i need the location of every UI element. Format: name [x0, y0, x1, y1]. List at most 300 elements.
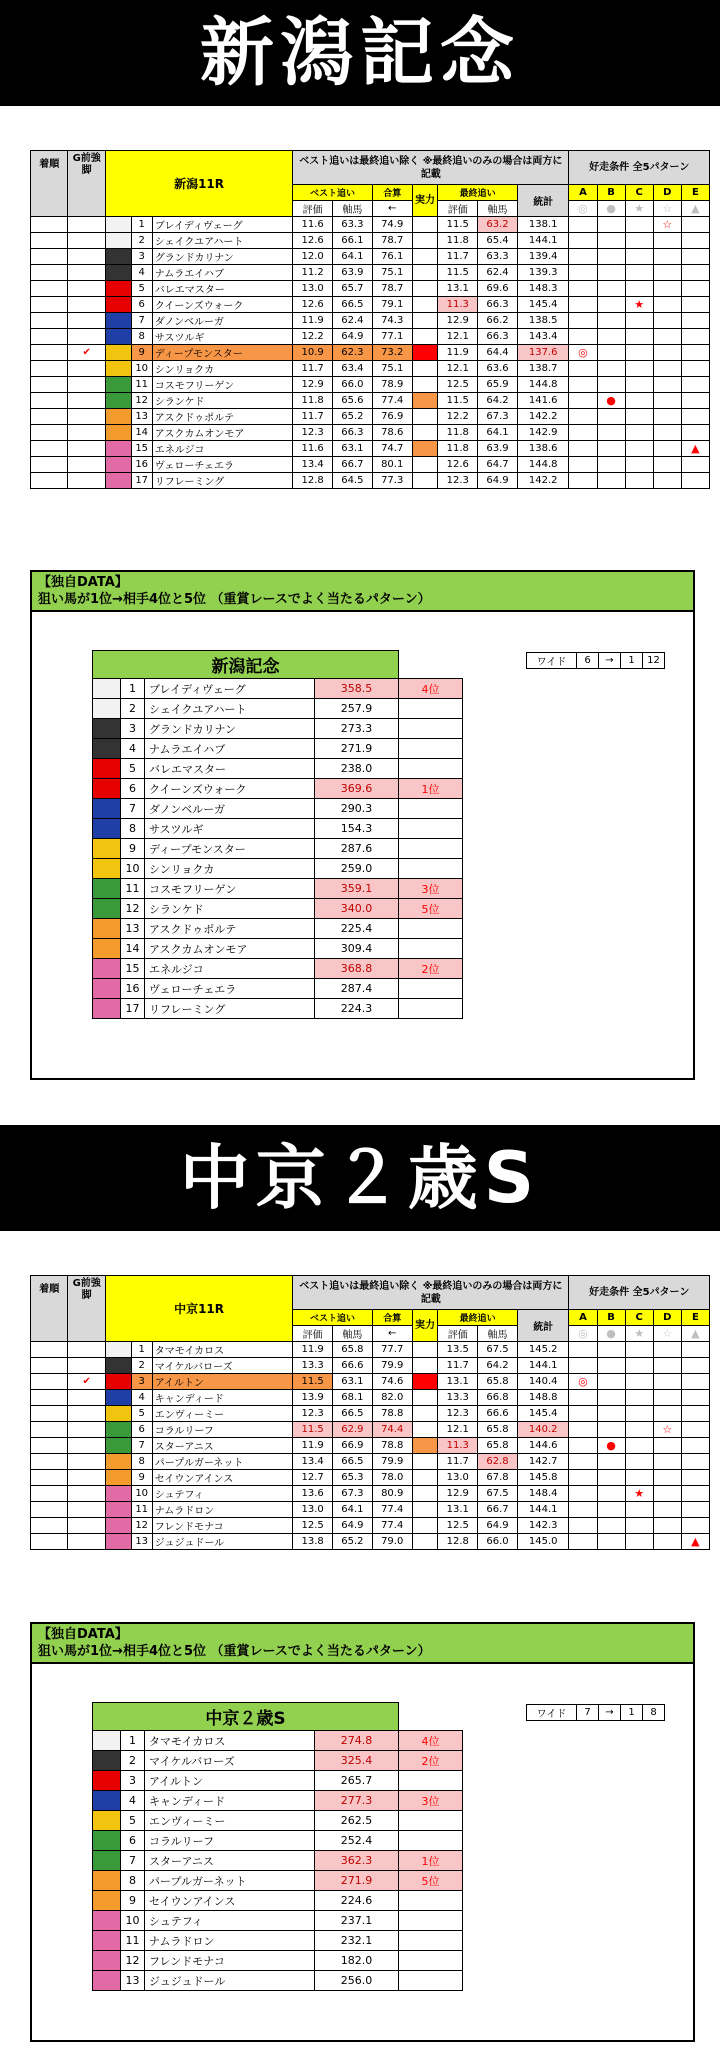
horse-number: 12 [121, 1951, 145, 1971]
pattern-b-mark [597, 233, 625, 249]
check-mark [68, 1534, 105, 1550]
horse-name: ディープモンスター [145, 839, 315, 859]
note-header: ベスト追いは最終追い除く ※最終追いのみの場合は両方に記載 [293, 151, 569, 185]
cell-v3: 76.1 [372, 249, 412, 265]
jiku2-header: 軸馬 [478, 1326, 518, 1342]
pattern-icon: ★ [625, 1326, 653, 1342]
frame-color [105, 1390, 131, 1406]
check-mark [68, 1342, 105, 1358]
check-mark [68, 217, 105, 233]
cell-v5: 69.6 [478, 281, 518, 297]
jiku2-header: 軸馬 [478, 201, 518, 217]
frame-color [105, 1406, 131, 1422]
pattern-c-mark [625, 217, 653, 233]
frame-color [105, 1518, 131, 1534]
ability-mark [412, 345, 438, 361]
cell-v5: 62.4 [478, 265, 518, 281]
frame-color [105, 441, 131, 457]
pattern-c-mark: ★ [625, 297, 653, 313]
horse-name: フレンドモナコ [152, 1518, 292, 1534]
check-mark [68, 441, 105, 457]
pattern-a-mark: ◎ [569, 345, 597, 361]
horse-rank [399, 1831, 463, 1851]
check-mark [68, 361, 105, 377]
pattern-d-mark: ☆ [653, 217, 681, 233]
ability-mark [412, 361, 438, 377]
pattern-c-mark [625, 393, 653, 409]
frame-color [93, 1971, 121, 1991]
eval2-header: 評価 [438, 1326, 478, 1342]
horse-score: 368.8 [315, 959, 399, 979]
condition-header: 好走条件 全5パターン [569, 151, 710, 185]
pattern-b-mark [597, 1534, 625, 1550]
horse-name: アスクカムオンモア [145, 939, 315, 959]
horse-name: マイケルバローズ [152, 1358, 292, 1374]
cell-v6: 145.2 [517, 1342, 569, 1358]
pattern-d-mark [653, 1358, 681, 1374]
horse-rank [399, 1771, 463, 1791]
horse-score: 340.0 [315, 899, 399, 919]
pattern-icon: ◎ [569, 1326, 597, 1342]
horse-number: 7 [121, 1851, 145, 1871]
cell-v5: 67.8 [478, 1470, 518, 1486]
pattern-d-mark [653, 441, 681, 457]
pattern-a-mark [569, 265, 597, 281]
pattern-c-mark [625, 361, 653, 377]
cell-v6: 142.9 [517, 425, 569, 441]
frame-color [93, 1831, 121, 1851]
horse-score: 238.0 [315, 759, 399, 779]
cell-v1: 13.6 [293, 1486, 333, 1502]
frame-color [93, 1851, 121, 1871]
horse-rank [399, 1911, 463, 1931]
cell-v6: 144.1 [517, 1502, 569, 1518]
horse-score: 287.4 [315, 979, 399, 999]
table-row [31, 409, 710, 425]
ability-header: 実力 [412, 1310, 438, 1342]
cell-v3: 75.1 [372, 361, 412, 377]
horse-number: 8 [121, 819, 145, 839]
frame-color [93, 759, 121, 779]
horse-number: 15 [121, 959, 145, 979]
frame-color [105, 1502, 131, 1518]
pattern-b-mark [597, 1422, 625, 1438]
horse-number: 2 [121, 699, 145, 719]
horse-name: ディープモンスター [152, 345, 292, 361]
horse-score: 309.4 [315, 939, 399, 959]
horse-score: 362.3 [315, 1851, 399, 1871]
score-row [93, 1731, 463, 1751]
pattern-e-mark [681, 1518, 709, 1534]
pattern-d-mark [653, 361, 681, 377]
horse-number: 7 [121, 799, 145, 819]
pattern-a-mark [569, 1422, 597, 1438]
pattern-a-mark [569, 457, 597, 473]
frame-color [93, 739, 121, 759]
cell-v5: 65.4 [478, 233, 518, 249]
score-row [93, 719, 463, 739]
score-row [93, 939, 463, 959]
check-mark [68, 1390, 105, 1406]
cell-v2: 63.9 [333, 265, 373, 281]
data-header-2 [32, 1624, 693, 1664]
horse-name: ナムラエイハブ [152, 265, 292, 281]
score-row [93, 839, 463, 859]
horse-rank [399, 919, 463, 939]
table-row [31, 1342, 710, 1358]
cell-v6: 148.8 [517, 1390, 569, 1406]
cell-v6: 142.2 [517, 473, 569, 489]
pattern-d-mark [653, 1534, 681, 1550]
horse-name: リフレーミング [152, 473, 292, 489]
best-header: ベスト追い [293, 1310, 373, 1326]
frame-color [105, 217, 131, 233]
score-row [93, 1911, 463, 1931]
pattern-d-mark [653, 1454, 681, 1470]
table-row [31, 425, 710, 441]
horse-name: シランケド [152, 393, 292, 409]
pattern-b-mark [597, 345, 625, 361]
cell-v1: 13.0 [293, 281, 333, 297]
pattern-d-mark [653, 457, 681, 473]
horse-name: キャンディード [145, 1791, 315, 1811]
pattern-a-mark [569, 329, 597, 345]
pattern-e-header: E [681, 185, 709, 201]
cell-v1: 12.3 [293, 1406, 333, 1422]
cell-v1: 12.3 [293, 425, 333, 441]
horse-name: バレエマスター [145, 759, 315, 779]
pattern-a-mark [569, 377, 597, 393]
pattern-a-mark: ◎ [569, 1374, 597, 1390]
horse-score: 277.3 [315, 1791, 399, 1811]
horse-number: 14 [131, 425, 152, 441]
cell-v6: 145.8 [517, 1470, 569, 1486]
cell-v2: 63.3 [333, 217, 373, 233]
horse-name: ヴェローチェエラ [152, 457, 292, 473]
horse-name: ジュジュドール [152, 1534, 292, 1550]
table-row [31, 297, 710, 313]
check-mark [68, 1470, 105, 1486]
horse-score: 273.3 [315, 719, 399, 739]
ability-mark [412, 409, 438, 425]
pattern-a-mark [569, 441, 597, 457]
horse-rank [399, 819, 463, 839]
score-row [93, 799, 463, 819]
horse-number: 11 [131, 377, 152, 393]
cell-v2: 65.8 [333, 1342, 373, 1358]
horse-number: 2 [121, 1751, 145, 1771]
cell-v6: 139.3 [517, 265, 569, 281]
cell-v6: 144.8 [517, 377, 569, 393]
horse-name: フレンドモナコ [145, 1951, 315, 1971]
pattern-a-mark [569, 297, 597, 313]
horse-number: 9 [131, 345, 152, 361]
cell-v2: 66.1 [333, 233, 373, 249]
pattern-icon: ★ [625, 201, 653, 217]
pattern-icon: ● [597, 1326, 625, 1342]
race-title-1: 新潟記念 [200, 10, 520, 96]
cell-v3: 78.7 [372, 281, 412, 297]
arrow-header: ← [372, 1326, 412, 1342]
pattern-b-mark [597, 313, 625, 329]
cell-v3: 74.3 [372, 313, 412, 329]
horse-rank [399, 1951, 463, 1971]
cell-v2: 65.2 [333, 409, 373, 425]
horse-number: 1 [121, 1731, 145, 1751]
pattern-icon: ▲ [681, 201, 709, 217]
cell-v5: 64.2 [478, 1358, 518, 1374]
wide-bet [526, 652, 665, 669]
table-row [31, 313, 710, 329]
cell-v5: 66.6 [478, 1406, 518, 1422]
frame-color [93, 1791, 121, 1811]
pattern-d-mark [653, 425, 681, 441]
pattern-d-mark [653, 1374, 681, 1390]
check-mark [68, 1454, 105, 1470]
cell-v3: 77.4 [372, 1502, 412, 1518]
cell-v5: 62.8 [478, 1454, 518, 1470]
cell-v6: 138.7 [517, 361, 569, 377]
frame-color [93, 939, 121, 959]
pattern-c-mark [625, 249, 653, 265]
cell-v5: 64.7 [478, 457, 518, 473]
score-row [93, 1931, 463, 1951]
horse-name: シェイクユアハート [145, 699, 315, 719]
cell-v2: 65.7 [333, 281, 373, 297]
table-row [31, 233, 710, 249]
ability-mark [412, 1358, 438, 1374]
horse-number: 9 [121, 839, 145, 859]
pattern-c-mark [625, 329, 653, 345]
pattern-b-mark [597, 217, 625, 233]
check-mark [68, 409, 105, 425]
horse-rank: 2位 [399, 1751, 463, 1771]
cell-v3: 79.1 [372, 297, 412, 313]
pattern-b-mark [597, 265, 625, 281]
cell-v1: 13.9 [293, 1390, 333, 1406]
frame-color [105, 233, 131, 249]
cell-v2: 66.6 [333, 1358, 373, 1374]
horse-rank: 5位 [399, 899, 463, 919]
horse-name: パープルガーネット [145, 1871, 315, 1891]
cell-v1: 11.7 [293, 409, 333, 425]
score-row [93, 739, 463, 759]
cell-v2: 63.4 [333, 361, 373, 377]
cell-v6: 145.4 [517, 1406, 569, 1422]
pattern-c-header: C [625, 1310, 653, 1326]
pattern-c-mark [625, 345, 653, 361]
horse-rank [399, 739, 463, 759]
check-mark [68, 457, 105, 473]
cell-v4: 11.7 [438, 1454, 478, 1470]
frame-color [93, 899, 121, 919]
score-row [93, 779, 463, 799]
cell-v6: 145.4 [517, 297, 569, 313]
table-row [31, 441, 710, 457]
horse-name: コラルリーフ [152, 1422, 292, 1438]
pattern-c-mark [625, 1534, 653, 1550]
frame-color [93, 1751, 121, 1771]
condition-header: 好走条件 全5パターン [569, 1276, 710, 1310]
horse-number: 11 [121, 1931, 145, 1951]
horse-number: 12 [121, 899, 145, 919]
horse-name: クイーンズウォーク [152, 297, 292, 313]
horse-number: 13 [131, 409, 152, 425]
horse-rank: 4位 [399, 1731, 463, 1751]
pattern-d-mark [653, 1470, 681, 1486]
score-row [93, 999, 463, 1019]
cell-v3: 78.6 [372, 425, 412, 441]
race-title-banner-2 [0, 1125, 720, 1231]
horse-number: 1 [131, 217, 152, 233]
horse-name: シンリョクカ [145, 859, 315, 879]
cell-v6: 144.1 [517, 233, 569, 249]
score-row [93, 1811, 463, 1831]
cell-v2: 65.3 [333, 1470, 373, 1486]
cell-v4: 11.9 [438, 345, 478, 361]
table-row [31, 1470, 710, 1486]
cell-v5: 63.2 [478, 217, 518, 233]
arrow-header: ← [372, 201, 412, 217]
horse-score: 358.5 [315, 679, 399, 699]
cell-v4: 13.5 [438, 1342, 478, 1358]
cell-v1: 11.5 [293, 1374, 333, 1390]
cell-v4: 12.6 [438, 457, 478, 473]
cell-v1: 12.5 [293, 1518, 333, 1534]
pattern-d-mark [653, 377, 681, 393]
horse-name: グランドカリナン [152, 249, 292, 265]
cell-v4: 12.5 [438, 377, 478, 393]
cell-v4: 13.0 [438, 1470, 478, 1486]
horse-number: 8 [131, 329, 152, 345]
pattern-d-mark [653, 1518, 681, 1534]
horse-score: 154.3 [315, 819, 399, 839]
frame-color [93, 679, 121, 699]
pattern-b-header: B [597, 1310, 625, 1326]
gfront-header: G前強脚 [68, 1276, 105, 1342]
cell-v4: 12.1 [438, 1422, 478, 1438]
cell-v3: 82.0 [372, 1390, 412, 1406]
pattern-d-mark [653, 1406, 681, 1422]
data-header-1 [32, 572, 693, 612]
horse-score: 232.1 [315, 1931, 399, 1951]
pattern-b-mark [597, 1406, 625, 1422]
horse-name: ヴェローチェエラ [145, 979, 315, 999]
cell-v4: 12.3 [438, 1406, 478, 1422]
last-header: 最終追い [438, 185, 518, 201]
wide-label: ワイド [527, 1705, 577, 1721]
table-row [31, 1374, 710, 1390]
cell-v3: 78.8 [372, 1438, 412, 1454]
ability-mark [412, 265, 438, 281]
pattern-icon: ☆ [653, 1326, 681, 1342]
horse-name: タマモイカロス [152, 1342, 292, 1358]
cell-v5: 63.9 [478, 441, 518, 457]
check-mark [68, 265, 105, 281]
cell-v4: 11.7 [438, 1358, 478, 1374]
cell-v5: 64.9 [478, 1518, 518, 1534]
pattern-a-mark [569, 473, 597, 489]
horse-name: ブレイディヴェーグ [145, 679, 315, 699]
pattern-c-mark [625, 1390, 653, 1406]
pattern-b-mark [597, 1358, 625, 1374]
horse-number: 5 [121, 759, 145, 779]
data-description: 狙い馬が1位→相手4位と5位 （重賞レースでよく当たるパターン） [38, 1644, 431, 1659]
score-table-title: 中京２歳S [93, 1703, 399, 1731]
horse-number: 4 [131, 265, 152, 281]
horse-number: 1 [131, 1342, 152, 1358]
cell-v4: 11.7 [438, 249, 478, 265]
pattern-a-mark [569, 281, 597, 297]
pattern-e-mark [681, 1358, 709, 1374]
pattern-e-mark [681, 457, 709, 473]
horse-rank: 2位 [399, 959, 463, 979]
horse-rank: 1位 [399, 1851, 463, 1871]
ability-mark [412, 441, 438, 457]
table-row [31, 345, 710, 361]
horse-rank [399, 1931, 463, 1951]
last-header: 最終追い [438, 1310, 518, 1326]
cell-v6: 142.7 [517, 1454, 569, 1470]
pattern-b-mark [597, 281, 625, 297]
score-row [93, 1871, 463, 1891]
pattern-b-mark: ● [597, 393, 625, 409]
cell-v4: 12.9 [438, 313, 478, 329]
cell-v1: 11.7 [293, 361, 333, 377]
wide-axis: 6 [577, 653, 599, 669]
score-row [93, 979, 463, 999]
cell-v1: 12.0 [293, 249, 333, 265]
cell-v4: 13.1 [438, 1374, 478, 1390]
horse-name: エンヴィーミー [152, 1406, 292, 1422]
finish-header: 着順 [31, 151, 68, 217]
cell-v2: 64.1 [333, 1502, 373, 1518]
horse-number: 13 [131, 1534, 152, 1550]
cell-v6: 138.1 [517, 217, 569, 233]
check-mark [68, 1486, 105, 1502]
horse-score: 271.9 [315, 1871, 399, 1891]
frame-color [105, 1534, 131, 1550]
cell-v4: 11.5 [438, 393, 478, 409]
check-mark [68, 249, 105, 265]
table-row [31, 1358, 710, 1374]
cell-v5: 65.9 [478, 377, 518, 393]
pattern-c-mark [625, 1422, 653, 1438]
horse-number: 10 [131, 1486, 152, 1502]
pattern-icon: ▲ [681, 1326, 709, 1342]
ability-mark [412, 329, 438, 345]
frame-color [93, 799, 121, 819]
cell-v2: 63.1 [333, 441, 373, 457]
score-table [92, 1702, 463, 1991]
horse-number: 11 [131, 1502, 152, 1518]
cell-v2: 64.9 [333, 329, 373, 345]
frame-color [105, 1342, 131, 1358]
pattern-e-mark [681, 281, 709, 297]
horse-score: 290.3 [315, 799, 399, 819]
cell-v2: 65.2 [333, 1534, 373, 1550]
horse-score: 257.9 [315, 699, 399, 719]
horse-number: 4 [121, 739, 145, 759]
frame-color [105, 1438, 131, 1454]
finish-header: 着順 [31, 1276, 68, 1342]
score-table [92, 650, 463, 1019]
cell-v1: 10.9 [293, 345, 333, 361]
pattern-e-mark [681, 345, 709, 361]
cell-v4: 11.8 [438, 425, 478, 441]
frame-color [105, 281, 131, 297]
horse-number: 5 [131, 1406, 152, 1422]
